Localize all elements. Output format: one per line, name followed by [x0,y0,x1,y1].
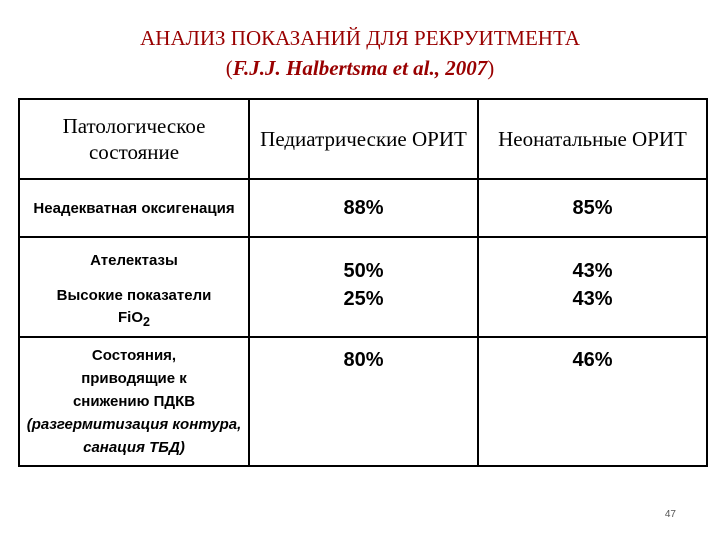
recruitment-indications-table [18,98,708,467]
table-header-row [19,99,707,179]
pediatric-value [249,337,478,466]
pediatric-value-atelectasis: 50% [343,259,384,282]
condition-peep-note: (разгермитизация контура, санация ТБД) [26,416,242,456]
citation-text: F.J.J. Halbertsma et al., 2007 [232,56,488,80]
neonatal-value-atelectasis: 43% [572,259,613,282]
condition-high-fio2-label: Высокие показатели [56,287,212,304]
table-row [19,337,707,466]
condition-peep-line1: Состояния, [91,347,177,364]
condition-cell-peep [19,337,249,466]
pediatric-value-merged [249,237,478,337]
citation-close-paren: ) [487,56,495,80]
citation-open-paren: ( [225,56,233,80]
header-neonatal-icu: Неонатальные ОРИТ [478,99,707,179]
condition-fio2-formula [118,307,150,333]
slide-citation [0,54,720,82]
condition-cell-merged [19,237,249,337]
pediatric-value: 88% [249,179,478,237]
slide-title: АНАЛИЗ ПОКАЗАНИЙ ДЛЯ РЕКРУИТМЕНТА [140,26,580,50]
table-row [19,179,707,237]
header-condition: Патологическое состояние [19,99,249,179]
pediatric-value-high-fio2: 25% [343,288,384,310]
neonatal-value-peep: 46% [572,349,613,371]
pediatric-value-peep: 80% [343,349,384,371]
fio2-subscript: 2 [143,315,150,329]
neonatal-value-high-fio2: 43% [572,288,613,310]
page-number: 47 [664,509,676,520]
condition-peep-line3: снижению ПДКВ [72,393,196,410]
condition-cell: Неадекватная оксигенация [19,179,249,237]
fio2-text: FiO [118,309,144,326]
header-pediatric-icu: Педиатрические ОРИТ [249,99,478,179]
condition-atelectasis: Ателектазы [90,251,178,269]
neonatal-value [478,337,707,466]
neonatal-value: 85% [478,179,707,237]
table-row-merged [19,237,707,337]
condition-high-fio2 [20,282,248,336]
neonatal-value-merged [478,237,707,337]
condition-peep-line2: приводящие к [81,370,187,387]
